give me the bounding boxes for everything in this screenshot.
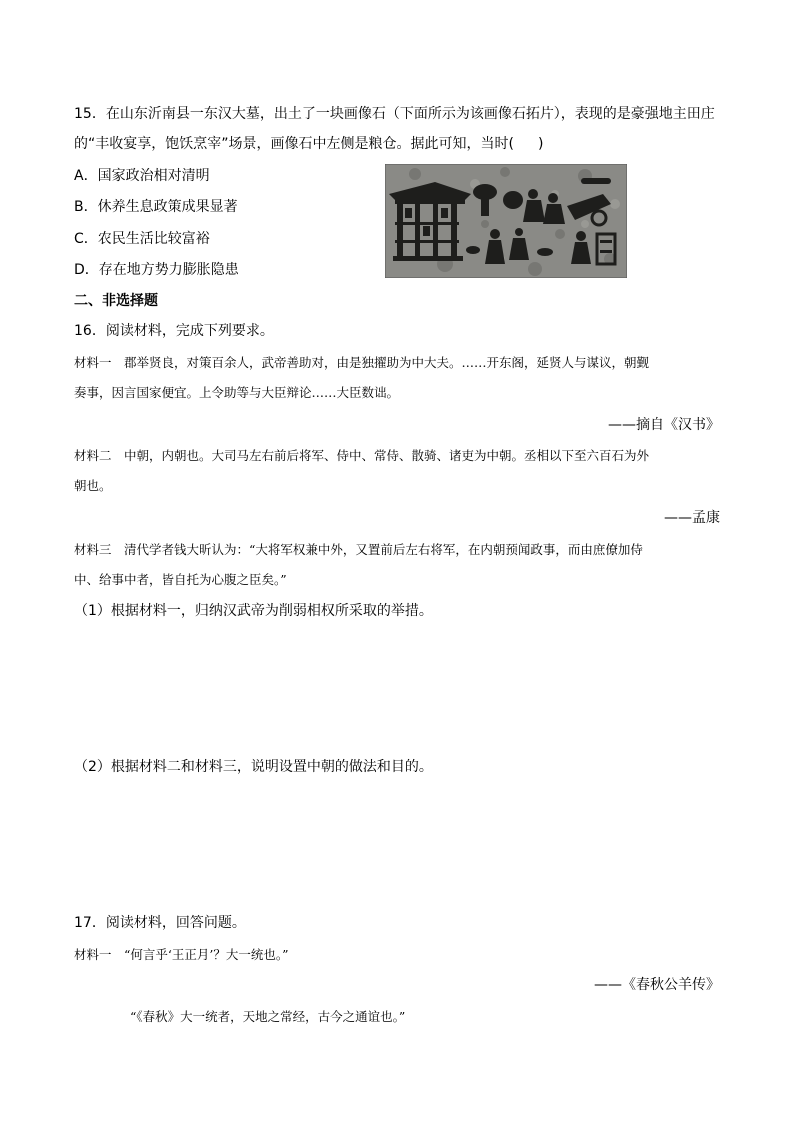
q16-subquestion1: （1）根据材料一，归纳汉武帝为削弱相权所采取的举措。 [74,603,433,619]
q17-material1-source: ——《春秋公羊传》 [594,977,720,993]
q15-paren-close: ) [537,136,544,152]
q16-material2-source: ——孟康 [664,510,720,526]
q15-stem-line1: 15．在山东沂南县一东汉大墓，出土了一块画像石（下面所示为该画像石拓片），表现的是豪强地主田庄 [74,106,715,122]
q15-option-b: B．休养生息政策成果显著 [74,199,238,215]
q16-material2-line2: 朝也。 [74,478,112,493]
q15-stem-line2-text: 的“丰收宴享，饱饫烹宰”场景，画像石中左侧是粮仓。据此可知，当时( [74,136,514,152]
section-title-non-choice: 二、非选择题 [74,293,158,309]
q15-option-a: A．国家政治相对清明 [74,168,210,184]
q17-material1-line1: 材料一 “何言乎‘王正月’？大一统也。” [74,947,289,962]
q16-material2-line1: 材料二 中朝，内朝也。大司马左右前后将军、侍中、常侍、散骑、诸吏为中朝。丞相以下至六百石为外 [74,448,650,463]
q17-material1-line2: “《春秋》大一统者，天地之常经，古今之通谊也。” [130,1009,406,1024]
q15-option-c: C．农民生活比较富裕 [74,231,210,247]
stone-rubbing-image [385,164,627,278]
q16-material3-line1: 材料三 清代学者钱大昕认为：“大将军权兼中外，又置前后左右将军，在内朝预闻政事，而由庶僚加侍 [74,542,643,557]
q17-stem: 17．阅读材料，回答问题。 [74,915,246,931]
q16-material3-line2: 中、给事中者，皆自托为心腹之臣矣。” [74,572,287,587]
q16-material1-line1: 材料一 郡举贤良，对策百余人，武帝善助对，由是独擢助为中大夫。……开东阁，延贤人与谋议，朝觐 [74,355,650,370]
q16-material1-line2: 奏事，因言国家便宜。上令助等与大臣辩论……大臣数诎。 [74,385,400,400]
q15-option-d: D．存在地方势力膨胀隐患 [74,262,239,278]
q15-stem-line2 [74,134,543,154]
q16-stem: 16．阅读材料，完成下列要求。 [74,323,274,339]
q16-subquestion2: （2）根据材料二和材料三，说明设置中朝的做法和目的。 [74,759,433,775]
q16-material1-source: ——摘自《汉书》 [608,417,720,433]
